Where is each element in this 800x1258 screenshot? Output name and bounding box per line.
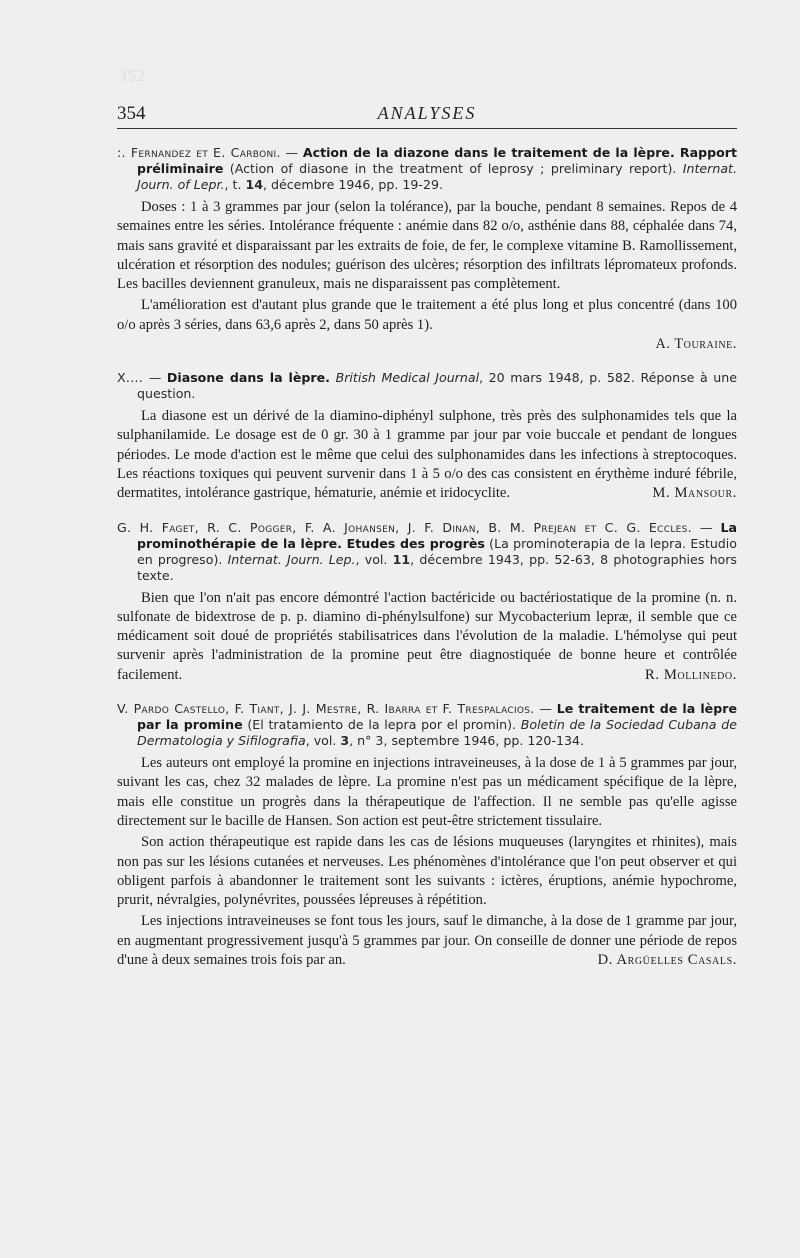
page-number: 354 (117, 103, 146, 124)
citation-authors: X.... (117, 370, 144, 386)
abstract-citation (117, 520, 737, 584)
abstract-paragraph: Son action thérapeutique est rapide dans les cas de lésions muqueuses (laryngites et rhinites), mais non pas sur les lésions cutanées et nerveuses. Les phénomènes d'intolérance que l'on peut observer et qui obligent parfois à abandonner le traitement sont les suivants : ictères, éruptions, anémie hypochrome, prurit, névralgies, polynévrites, poussées lépreuses à répétition. (117, 834, 737, 909)
abstract-paragraph (117, 912, 737, 970)
citation-details: , t. (224, 177, 246, 192)
citation-volume: 14 (245, 177, 263, 192)
citation-dash: — (691, 519, 721, 535)
abstract-citation (117, 701, 737, 749)
header-rule (117, 128, 737, 129)
citation-volume: 3 (340, 733, 350, 749)
citation-title: Le traitement de la lèpre par la promine (137, 701, 737, 733)
citation-details: , vol. (355, 551, 393, 567)
citation-authors: G. H. Faget, R. C. Pogger, F. A. Johansen, J. F. Dinan, B. M. Prejean et C. G. Eccles. (117, 519, 692, 535)
reviewer-signature: R. Mollinedo. (645, 666, 737, 683)
abstract-2 (117, 370, 737, 503)
citation-details: , vol. (305, 733, 341, 749)
citation-authors: V. Pardo Castello, F. Tiant, J. J. Mestre, R. Ibarra et F. Trespalacios. (117, 701, 535, 717)
citation-title: Diasone dans la lèpre. (166, 370, 330, 386)
abstract-paragraph-text: Les injections intraveineuses se font tous les jours, sauf le dimanche, à la dose de 1 gramme par jour, en augmentant progressivement jusqu'à 5 grammes par jour. On conseille de donner une période de repos d'une à deux semaines trois fois par an. (117, 913, 737, 969)
reviewer-signature: A. Touraine. (655, 336, 737, 353)
citation-translation: (Action of diasone in the treatment of leprosy ; preliminary report). (223, 161, 683, 176)
citation-details: , 20 mars 1948, p. 582. Réponse à une question. (137, 370, 737, 402)
analyses-column (117, 145, 737, 986)
abstract-citation (117, 370, 737, 402)
citation-dash: — (143, 370, 167, 386)
abstract-1 (117, 145, 737, 354)
citation-dash: — (534, 701, 557, 717)
citation-translation: (El tratamiento de la lepra por el promin). (242, 717, 521, 733)
citation-source: Internat. Journ. of Lepr. (137, 161, 737, 192)
running-head: ANALYSES (377, 103, 477, 123)
citation-source: Internat. Journ. Lep. (227, 551, 356, 567)
abstract-paragraph (117, 589, 737, 685)
citation-authors: :. Fernandez et E. Carboni. (117, 145, 281, 160)
citation-dash: — (280, 145, 303, 160)
abstract-citation (117, 145, 737, 193)
citation-source: British Medical Journal (335, 370, 480, 386)
abstract-paragraph-text: La diasone est un dérivé de la diamino-diphényl sulphone, très près des sulphonamides tels que la sulphanilamide. Le dosage est de 0 gr. 30 à 1 gramme par jour par voie buccale et pendant de longues périodes. Le mode d'action est le même que celui des sulphonamides dans les infections à streptocoques. Les réactions toxiques qui peuvent survenir dans 1 à 5 o/o des cas consistent en érythème induré fébrile, dermatites, intolérance gastrique, hématurie, anémie et iridocyclite. (117, 408, 737, 502)
citation-volume: 11 (392, 551, 411, 567)
abstract-3 (117, 520, 737, 685)
abstract-paragraph: L'amélioration est d'autant plus grande que le traitement a été plus long et plus concentré (dans 100 o/o après 3 séries, dans 63,6 après 2, dans 50 après 1). (117, 297, 737, 333)
citation-title: Action de la diazone dans le traitement de la lèpre. Rapport préliminaire (137, 145, 737, 176)
bleed-through-text: 352 (118, 66, 147, 85)
abstract-4 (117, 701, 737, 970)
citation-date-pages: , décembre 1943, pp. 52-63, 8 photographies hors texte. (137, 551, 737, 583)
abstract-paragraph (117, 407, 737, 503)
citation-translation: (La prominoterapia de la lepra. Estudio en progreso). (137, 535, 737, 567)
abstract-paragraph: Les auteurs ont employé la promine en injections intraveineuses, à la dose de 1 à 5 grammes par jour, suivant les cas, chez 32 malades de lèpre. La promine n'est pas un médicament spécifique de la lèpre, mais elle constitue un progrès dans la thérapeutique de l'affection. Il ne semble pas qu'elle agisse directement sur le bacille de Hansen. Son action est peut-être strictement tissulaire. (117, 755, 737, 829)
abstract-paragraph: Doses : 1 à 3 grammes par jour (selon la tolérance), par la bouche, pendant 8 semaines. Repos de 4 semaines entre les séries. Intolérance fréquente : anémie dans 82 o/o, asthénie dans 88, céphalée dans 74, mais sans gravité et disparaissant par les extraits de foie, de fer, le complexe vitamine B. Ramollissement, ulcération et résorption des nodules; guérison des ulcères; résorption des infiltrats lépromateux profonds. Les bacilles deviennent granuleux, mais ne disparaissent pas complètement. (117, 199, 737, 293)
citation-title: La prominothérapie de la lèpre. Etudes des progrès (137, 519, 737, 551)
reviewer-signature: D. Argüelles Casals. (597, 952, 737, 969)
page-header (117, 100, 737, 130)
abstract-paragraph-text: Bien que l'on n'ait pas encore démontré l'action bactéricide ou bactériostatique de la promine (n. n. sulfonate de bidextrose de p. p. diamino di-phénylsulfone) sur Mycobacterium lepræ, il semble que ce médicament soit doué de propriétés stabilisatrices dans l'évolution de la maladie. L'hémolyse qui peut survenir après l'administration de la promine peut être diagnostiquée de bonne heure et contrôlée facilement. (117, 589, 737, 683)
citation-date-pages: , n° 3, septembre 1946, pp. 120-134. (349, 733, 585, 749)
reviewer-signature: M. Mansour. (652, 485, 737, 502)
citation-date-pages: , décembre 1946, pp. 19-29. (262, 177, 443, 192)
citation-source: Boletin de la Sociedad Cubana de Dermatologia y Sifilografia (137, 717, 737, 749)
